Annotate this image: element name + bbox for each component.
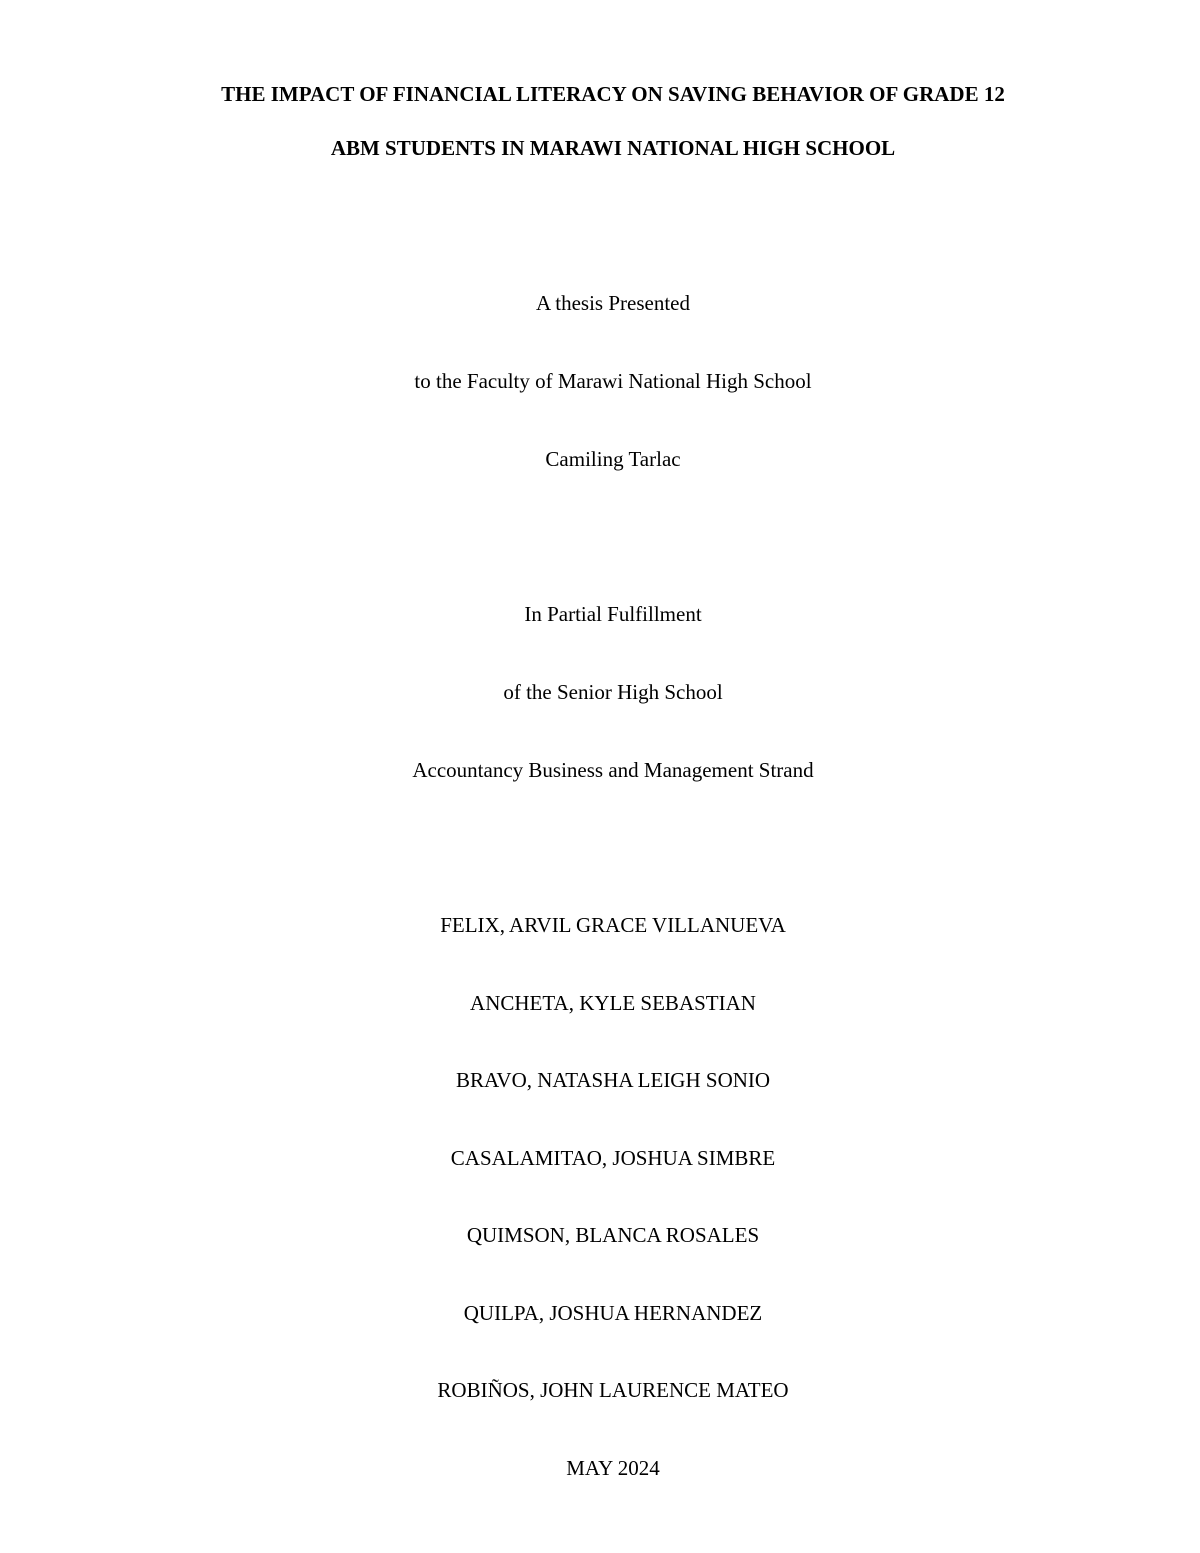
faculty-statement: to the Faculty of Marawi National High School (414, 369, 812, 393)
author-name: FELIX, ARVIL GRACE VILLANUEVA (440, 913, 786, 937)
thesis-title-line-2: ABM STUDENTS IN MARAWI NATIONAL HIGH SCHOOL (330, 136, 896, 160)
author-name: CASALAMITAO, JOSHUA SIMBRE (450, 1146, 776, 1170)
presented-statement: A thesis Presented (536, 291, 690, 315)
partial-fulfillment: In Partial Fulfillment (524, 602, 702, 626)
senior-high-school: of the Senior High School (503, 680, 723, 704)
author-name: QUILPA, JOSHUA HERNANDEZ (463, 1301, 763, 1325)
author-name: BRAVO, NATASHA LEIGH SONIO (455, 1068, 771, 1092)
author-name: ROBIÑOS, JOHN LAURENCE MATEO (437, 1378, 789, 1402)
author-name: QUIMSON, BLANCA ROSALES (466, 1223, 760, 1247)
school-location: Camiling Tarlac (545, 447, 681, 471)
strand-name: Accountancy Business and Management Strand (412, 758, 814, 782)
thesis-title-line-1: THE IMPACT OF FINANCIAL LITERACY ON SAVING BEHAVIOR OF GRADE 12 (221, 82, 1005, 106)
submission-date: MAY 2024 (566, 1456, 660, 1480)
author-name: ANCHETA, KYLE SEBASTIAN (470, 991, 756, 1015)
